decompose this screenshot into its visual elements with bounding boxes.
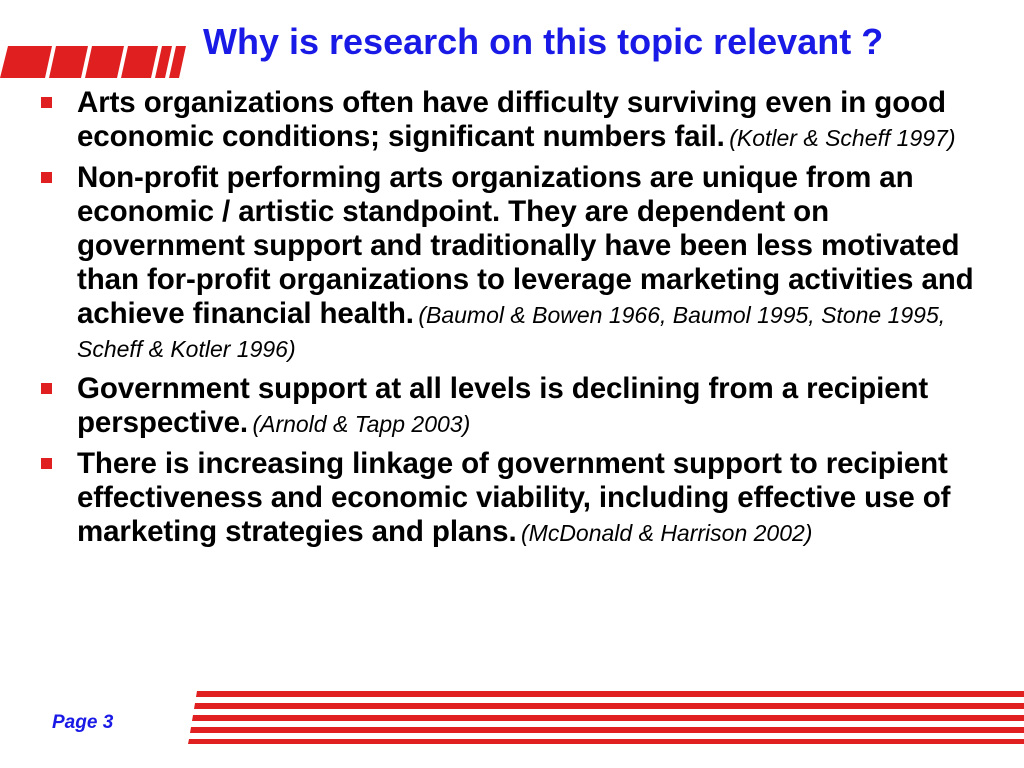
bullet-citation: (Arnold & Tapp 2003): [252, 411, 471, 437]
logo-bar-3: [85, 46, 124, 78]
footer-stripe-4: [190, 727, 1024, 733]
bullet-citation: (Baumol & Bowen 1966, Baumol 1995, Stone 1995, Scheff & Kotler 1996): [77, 302, 946, 362]
header-logo-bars: [0, 44, 190, 80]
slide-title: Why is research on this topic relevant ?: [203, 21, 884, 62]
footer-stripes: [185, 688, 1024, 768]
footer-stripe-3: [192, 715, 1024, 721]
bullet-text: Non-profit performing arts organizations are unique from an economic / artistic standpoint. They are dependent on government support and traditionally have been less motivated than for-profit organizations to leverage marketing activities and achieve financial health.: [77, 161, 974, 330]
bullet-text: There is increasing linkage of government support to recipient effectiveness and economic viability, including effective use of marketing strategies and plans.: [77, 447, 951, 548]
square-bullet-icon: [41, 383, 52, 394]
bullet-text: Arts organizations often have difficulty surviving even in good economic conditions; significant numbers fail.: [77, 86, 946, 153]
square-bullet-icon: [41, 458, 52, 469]
footer-stripe-2: [194, 703, 1024, 709]
bullet-list: [40, 86, 1000, 556]
bullet-citation: (McDonald & Harrison 2002): [521, 520, 813, 546]
square-bullet-icon: [41, 97, 52, 108]
square-bullet-icon: [41, 172, 52, 183]
bullet-text: Government support at all levels is declining from a recipient perspective.: [77, 372, 929, 439]
footer-stripe-1: [196, 691, 1024, 697]
logo-bar-5: [155, 46, 172, 78]
logo-bar-4: [121, 46, 158, 78]
logo-bar-2: [49, 46, 88, 78]
logo-bar-1: [0, 46, 52, 78]
footer-stripe-5: [188, 739, 1024, 744]
bullet-item-1: [40, 86, 1000, 155]
bullet-citation: (Kotler & Scheff 1997): [729, 125, 956, 151]
bullet-item-4: [40, 447, 1000, 550]
logo-bar-6: [169, 46, 186, 78]
bullet-item-3: [40, 372, 1000, 441]
bullet-item-2: [40, 161, 1000, 366]
page-number: Page 3: [52, 712, 114, 733]
